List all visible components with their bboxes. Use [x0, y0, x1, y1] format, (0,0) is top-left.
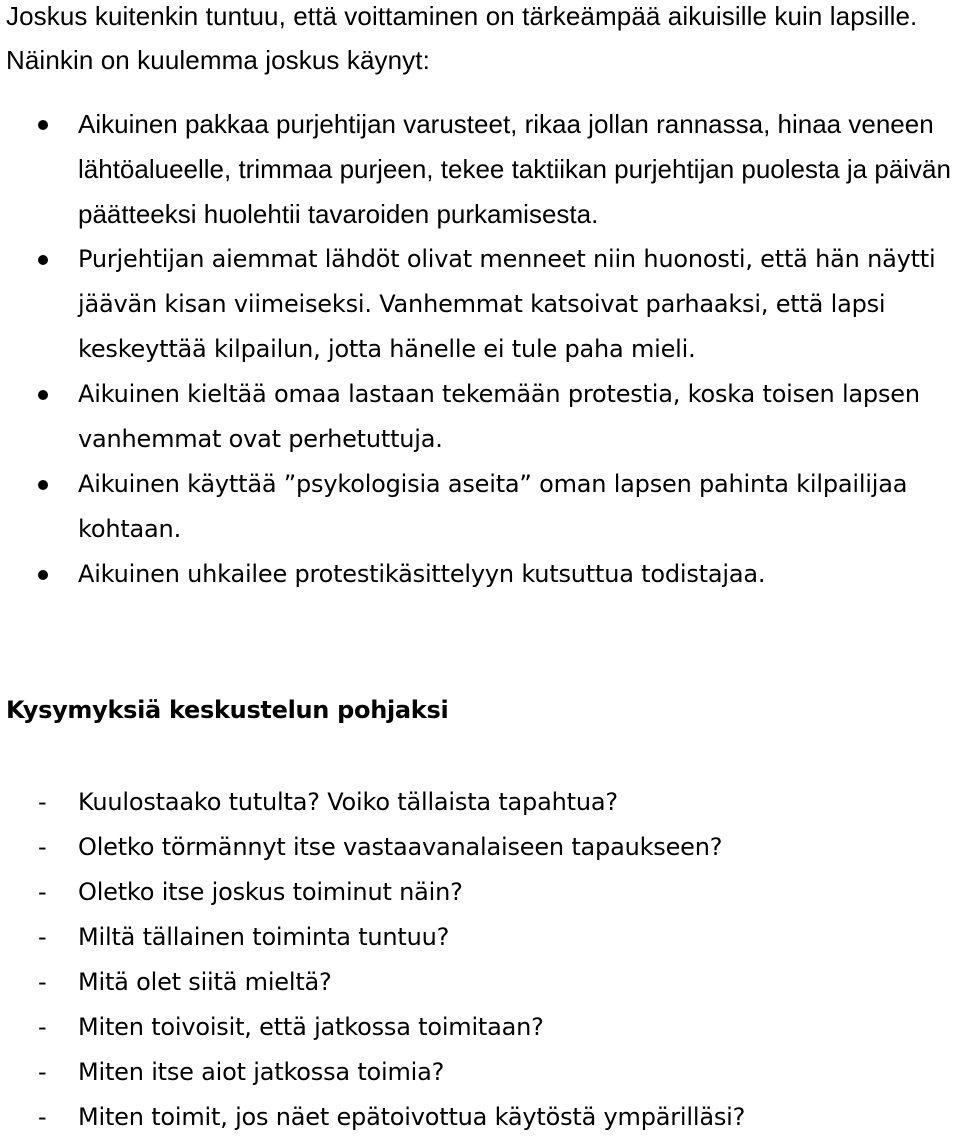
bullet-text: Aikuinen uhkailee protestikäsittelyyn kutsuttua todistajaa.	[78, 560, 766, 588]
bullet-icon	[38, 570, 48, 580]
dash-marker: -	[38, 923, 47, 951]
dash-marker: -	[38, 833, 47, 861]
bullet-item	[0, 552, 960, 597]
question-item	[0, 1095, 960, 1140]
examples-bullet-list	[0, 102, 960, 597]
bullet-item	[0, 462, 960, 552]
bullet-item	[0, 372, 960, 462]
dash-marker: -	[38, 788, 47, 816]
dash-marker: -	[38, 968, 47, 996]
question-text: Kuulostaako tutulta? Voiko tällaista tapahtua?	[78, 788, 618, 816]
question-text: Oletko törmännyt itse vastaavanalaiseen tapaukseen?	[78, 833, 723, 861]
question-text: Miten toivoisit, että jatkossa toimitaan?	[78, 1013, 544, 1041]
bullet-text: Aikuinen pakkaa purjehtijan varusteet, rikaa jollan rannassa, hinaa veneen lähtöalueelle, trimmaa purjeen, tekee taktiikan purjehtijan puolesta ja päivän päätteeksi huolehtii tavaroiden purkamisesta.	[78, 109, 951, 229]
bullet-icon	[38, 480, 48, 490]
question-item	[0, 960, 960, 1005]
bullet-text: Aikuinen kieltää omaa lastaan tekemään protestia, koska toisen lapsen vanhemmat ovat perhetuttuja.	[78, 380, 920, 453]
section-heading: Kysymyksiä keskustelun pohjaksi	[6, 696, 449, 724]
bullet-icon	[38, 120, 48, 130]
question-item	[0, 915, 960, 960]
question-item	[0, 825, 960, 870]
question-item	[0, 1050, 960, 1095]
dash-marker: -	[38, 1103, 47, 1131]
dash-marker: -	[38, 878, 47, 906]
question-text: Miten toimit, jos näet epätoivottua käytöstä ympärilläsi?	[78, 1103, 746, 1131]
intro-paragraph: Joskus kuitenkin tuntuu, että voittaminen on tärkeämpää aikuisille kuin lapsille. Näinkin on kuulemma joskus käynyt:	[6, 1, 918, 75]
bullet-item	[0, 102, 960, 237]
question-item	[0, 780, 960, 825]
question-item	[0, 1005, 960, 1050]
question-text: Mitä olet siitä mieltä?	[78, 968, 332, 996]
dash-marker: -	[38, 1058, 47, 1086]
bullet-item	[0, 237, 960, 372]
bullet-text: Purjehtijan aiemmat lähdöt olivat menneet niin huonosti, että hän näytti jäävän kisan viimeiseksi. Vanhemmat katsoivat parhaaksi, että lapsi keskeyttää kilpailun, jotta hänelle ei tule paha mieli.	[78, 245, 936, 363]
discussion-question-list	[0, 780, 960, 1140]
bullet-text: Aikuinen käyttää ”psykologisia aseita” oman lapsen pahinta kilpailijaa kohtaan.	[78, 470, 908, 543]
question-item	[0, 870, 960, 915]
bullet-icon	[38, 390, 48, 400]
dash-marker: -	[38, 1013, 47, 1041]
bullet-icon	[38, 255, 48, 265]
question-text: Miten itse aiot jatkossa toimia?	[78, 1058, 445, 1086]
question-text: Miltä tällainen toiminta tuntuu?	[78, 923, 450, 951]
question-text: Oletko itse joskus toiminut näin?	[78, 878, 463, 906]
